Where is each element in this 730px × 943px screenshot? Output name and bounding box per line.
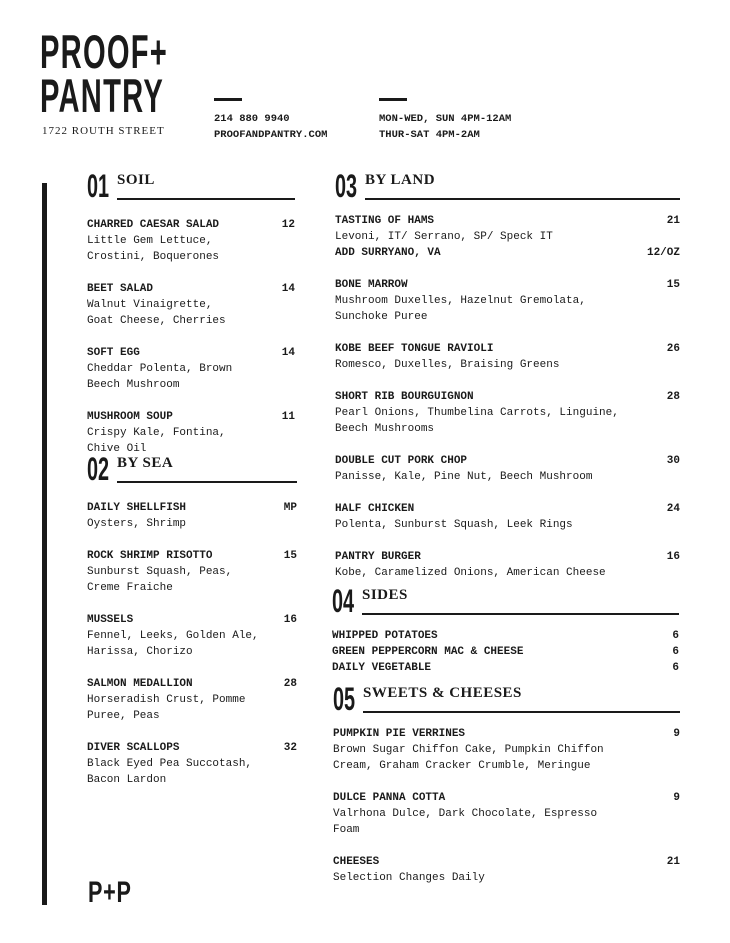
section-heading <box>87 451 297 488</box>
section-sides <box>332 583 679 676</box>
item-price: 14 <box>281 283 295 295</box>
item-price: 6 <box>672 662 679 674</box>
menu-item <box>87 345 295 393</box>
section-heading <box>333 681 680 717</box>
menu-item <box>335 341 680 373</box>
item-name: SOFT EGG <box>87 347 140 359</box>
address: 1722 ROUTH STREET <box>42 125 165 137</box>
section-soil <box>87 168 295 473</box>
item-name: ROCK SHRIMP RISOTTO <box>87 550 213 562</box>
menu-item <box>332 644 679 660</box>
item-name: DOUBLE CUT PORK CHOP <box>335 455 468 467</box>
item-price: 24 <box>666 503 680 515</box>
section-title: SOIL <box>117 172 155 188</box>
item-description: Pearl Onions, Thumbelina Carrots, Linguine, Beech Mushrooms <box>335 407 619 435</box>
section-heading <box>87 168 295 205</box>
item-description: Black Eyed Pea Succotash, Bacon Lardon <box>87 758 253 786</box>
item-price: 16 <box>666 551 680 563</box>
menu-item <box>332 660 679 676</box>
item-description: Mushroom Duxelles, Hazelnut Gremolata, Sunchoke Puree <box>335 295 586 323</box>
divider <box>379 98 407 101</box>
item-name: MUSHROOM SOUP <box>87 411 173 423</box>
item-name: PANTRY BURGER <box>335 551 421 563</box>
section-title: SIDES <box>362 587 408 603</box>
menu-item <box>87 409 295 457</box>
item-name: DAILY SHELLFISH <box>87 502 187 514</box>
section-rule <box>117 481 297 483</box>
menu-item <box>333 726 680 774</box>
item-description: Panisse, Kale, Pine Nut, Beech Mushroom <box>335 471 593 483</box>
menu-item <box>87 217 295 265</box>
item-price: 9 <box>673 792 680 804</box>
item-description: Selection Changes Daily <box>333 872 485 884</box>
section-rule <box>363 711 680 713</box>
section-number: 04 <box>332 583 355 619</box>
item-price: 21 <box>666 215 680 227</box>
hours-line-2: THUR-SAT 4PM-2AM <box>379 129 480 141</box>
section-heading <box>332 583 679 619</box>
section-number: 02 <box>87 451 110 487</box>
item-price: 15 <box>283 550 297 562</box>
footer-mark: P+P <box>88 876 132 909</box>
item-description: Kobe, Caramelized Onions, American Cheese <box>335 567 606 579</box>
menu-item <box>333 790 680 838</box>
item-description: Crispy Kale, Fontina, Chive Oil <box>87 427 226 455</box>
menu-item <box>87 676 297 724</box>
section-heading <box>335 168 680 213</box>
item-name: SHORT RIB BOURGUIGNON <box>335 391 474 403</box>
item-name: PUMPKIN PIE VERRINES <box>333 728 466 740</box>
section-rule <box>362 613 679 615</box>
item-description: Oysters, Shrimp <box>87 518 187 530</box>
addon-price: 12/OZ <box>646 247 680 259</box>
item-description: Fennel, Leeks, Golden Ale, Harissa, Chorizo <box>87 630 259 658</box>
section-by-land <box>335 168 680 597</box>
item-description: Little Gem Lettuce, Crostini, Boquerones <box>87 235 220 263</box>
contact-block <box>214 98 327 143</box>
item-price: 21 <box>666 856 680 868</box>
item-price: 9 <box>673 728 680 740</box>
item-price: 14 <box>281 347 295 359</box>
section-number: 05 <box>333 681 356 717</box>
section-by-sea <box>87 451 297 804</box>
item-name: TASTING OF HAMS <box>335 215 435 227</box>
menu-item <box>87 500 297 532</box>
menu-item <box>333 854 680 886</box>
item-name: HALF CHICKEN <box>335 503 415 515</box>
menu-item <box>335 453 680 485</box>
item-price: 28 <box>666 391 680 403</box>
divider <box>214 98 242 101</box>
addon-name: ADD SURRYANO, VA <box>335 247 441 259</box>
item-description: Brown Sugar Chiffon Cake, Pumpkin Chiffon Cream, Graham Cracker Crumble, Meringue <box>333 744 604 772</box>
hours-line-1: MON-WED, SUN 4PM-12AM <box>379 113 512 125</box>
menu-item <box>335 213 680 261</box>
item-name: KOBE BEEF TONGUE RAVIOLI <box>335 343 494 355</box>
section-title: BY SEA <box>117 455 174 471</box>
item-name: CHEESES <box>333 856 380 868</box>
vertical-bar <box>42 183 47 905</box>
item-name: GREEN PEPPERCORN MAC & CHEESE <box>332 646 524 658</box>
hours-block <box>379 98 511 143</box>
item-name: CHARRED CAESAR SALAD <box>87 219 220 231</box>
item-name: BEET SALAD <box>87 283 154 295</box>
item-price: MP <box>283 502 297 514</box>
item-description: Horseradish Crust, Pomme Puree, Peas <box>87 694 246 722</box>
section-sweets-cheeses <box>333 681 680 902</box>
website: PROOFANDPANTRY.COM <box>214 129 328 141</box>
item-price: 26 <box>666 343 680 355</box>
menu-item <box>335 277 680 325</box>
item-price: 6 <box>672 630 679 642</box>
section-title: BY LAND <box>365 172 436 188</box>
item-price: 30 <box>666 455 680 467</box>
menu-item <box>335 549 680 581</box>
item-name: DULCE PANNA COTTA <box>333 792 446 804</box>
item-name: WHIPPED POTATOES <box>332 630 438 642</box>
item-name: DIVER SCALLOPS <box>87 742 180 754</box>
item-name: DAILY VEGETABLE <box>332 662 432 674</box>
logo <box>40 25 190 122</box>
item-description: Valrhona Dulce, Dark Chocolate, Espresso Foam <box>333 808 598 836</box>
item-price: 12 <box>281 219 295 231</box>
item-name: SALMON MEDALLION <box>87 678 193 690</box>
item-price: 16 <box>283 614 297 626</box>
phone: 214 880 9940 <box>214 113 290 125</box>
logo-line-1: PROOF+ <box>40 25 169 78</box>
item-description: Sunburst Squash, Peas, Creme Fraiche <box>87 566 233 594</box>
menu-item <box>335 501 680 533</box>
section-number: 03 <box>335 168 358 204</box>
item-price: 32 <box>283 742 297 754</box>
item-name: BONE MARROW <box>335 279 408 291</box>
menu-item <box>332 628 679 644</box>
item-price: 6 <box>672 646 679 658</box>
item-description: Romesco, Duxelles, Braising Greens <box>335 359 560 371</box>
item-name: MUSSELS <box>87 614 134 626</box>
item-description: Polenta, Sunburst Squash, Leek Rings <box>335 519 573 531</box>
menu-item <box>87 740 297 788</box>
menu-item <box>335 389 680 437</box>
section-rule <box>365 198 680 200</box>
menu-item <box>87 612 297 660</box>
section-title: SWEETS & CHEESES <box>363 685 522 701</box>
item-description: Cheddar Polenta, Brown Beech Mushroom <box>87 363 233 391</box>
menu-item <box>87 548 297 596</box>
section-rule <box>117 198 295 200</box>
logo-line-2: PANTRY <box>40 69 164 122</box>
item-price: 28 <box>283 678 297 690</box>
menu-item <box>87 281 295 329</box>
item-price: 11 <box>281 411 295 423</box>
item-description: Levoni, IT/ Serrano, SP/ Speck IT <box>335 231 553 243</box>
item-price: 15 <box>666 279 680 291</box>
section-number: 01 <box>87 168 110 204</box>
item-description: Walnut Vinaigrette, Goat Cheese, Cherries <box>87 299 226 327</box>
